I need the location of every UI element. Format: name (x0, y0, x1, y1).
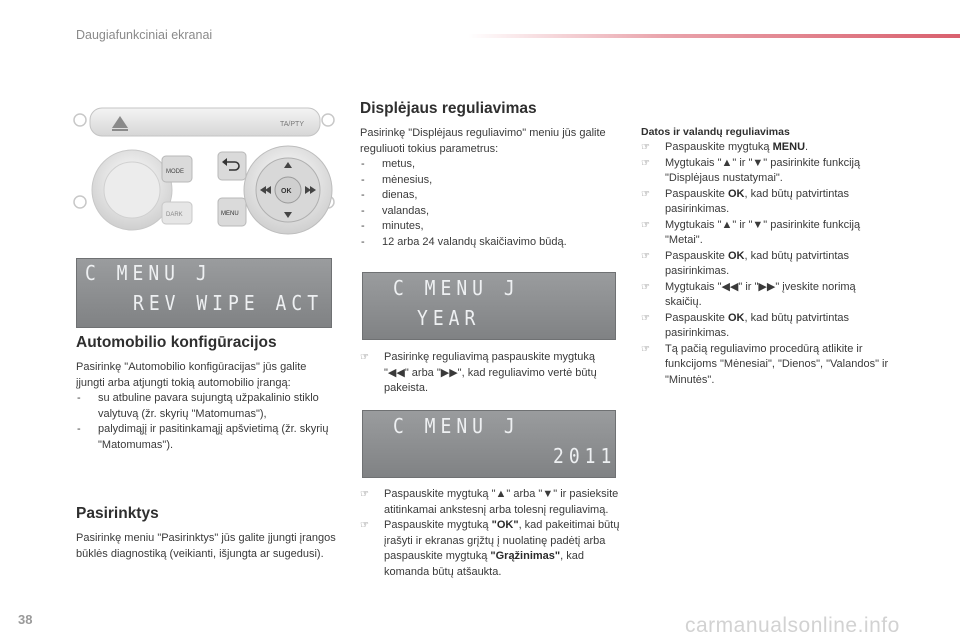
page-number: 38 (18, 612, 33, 627)
screen-line-1: C MENU J (393, 414, 520, 439)
header-accent-bar (468, 34, 960, 38)
step-item: ☞ Tą pačią reguliavimo procedūrą atlikite ir funkcijoms "Mėnesiai", "Dienos", "Valandos" ir "Minutės". (641, 342, 891, 389)
screen-line-1: C MENU J (85, 261, 212, 286)
step-item: ☞ Mygtukais "▲" ir "▼" pasirinkite funkciją "Displėjaus nustatymai". (641, 156, 891, 187)
control-panel-illustration (72, 104, 336, 246)
menu-button-label[interactable]: MENU (221, 211, 239, 217)
ta-pty-label: TA/PTY (280, 121, 304, 128)
display-settings-intro: Pasirinkę "Displėjaus reguliavimo" meniu jūs galite reguliuoti tokius parametrus: (360, 127, 606, 155)
display-screen-2011 (362, 410, 616, 478)
note-adjust-value: ☞ Pasirinkę reguliavimą paspauskite mygtuką "◀◀" arba "▶▶", kad reguliavimo vertė būtų pakeista. (360, 350, 622, 397)
step-item: ☞ Paspauskite OK, kad būtų patvirtintas pasirinkimas. (641, 187, 891, 218)
list-item: - su atbuline pavara sujungtą užpakalinio stiklo valytuvą (žr. skyrių "Matomumas"), (76, 391, 338, 422)
screen-line-1: C MENU J (393, 276, 520, 301)
step-item: ☞ Mygtukais "◀◀" ir "▶▶" įveskite norimą skaičių. (641, 280, 891, 311)
section-title-vehicle-config: Automobilio konfigūracijos (76, 334, 277, 351)
list-item: - palydimąjį ir pasitinkamąjį apšvietimą (žr. skyrių "Matomumas"). (76, 422, 338, 453)
ok-button-label[interactable]: OK (281, 188, 292, 195)
display-screen-rev-wipe (76, 258, 332, 328)
list-item: - 12 arba 24 valandų skaičiavimo būdą. (360, 235, 622, 251)
note-navigate: ☞ Paspauskite mygtuką "▲" arba "▼" ir pasieksite atitinkamai ankstesnį arba tolesnį reguliavimą. (360, 487, 622, 518)
options-text: Pasirinkę meniu "Pasirinktys" jūs galite įjungti įrangos būklės diagnostiką (veikianti, išjungta ar sugedusi). (76, 532, 336, 560)
list-item: - mėnesius, (360, 173, 622, 189)
screen-line-2: REV WIPE ACT (133, 291, 324, 316)
section-title-options: Pasirinktys (76, 505, 159, 522)
display-screen-year (362, 272, 616, 340)
list-item: - minutes, (360, 219, 622, 235)
step-item: ☞ Paspauskite OK, kad būtų patvirtintas pasirinkimas. (641, 311, 891, 342)
step-item: ☞ Mygtukais "▲" ir "▼" pasirinkite funkciją "Metai". (641, 218, 891, 249)
step-item: ☞ Paspauskite OK, kad būtų patvirtintas pasirinkimas. (641, 249, 891, 280)
step-item: ☞ Paspauskite mygtuką MENU. (641, 140, 891, 156)
list-item: - metus, (360, 157, 622, 173)
screen-line-2: YEAR (417, 306, 481, 331)
page-header-title: Daugiafunkciniai ekranai (76, 28, 213, 42)
screen-line-2: 2011 (553, 444, 617, 469)
section-title-date-time: Datos ir valandų reguliavimas (641, 126, 790, 138)
watermark: carmanualsonline.info (685, 614, 900, 637)
note-confirm: ☞ Paspauskite mygtuką "OK", kad pakeitimai būtų įrašyti ir ekranas grįžtų į nuolatinę padėtį arba paspauskite mygtuką "Grąžinimas", kad komanda būtų atšaukta. (360, 518, 622, 580)
list-item: - dienas, (360, 188, 622, 204)
mode-button-label[interactable]: MODE (166, 169, 184, 175)
dark-button-label[interactable]: DARK (166, 212, 183, 218)
vehicle-config-intro: Pasirinkę "Automobilio konfigūracijas" jūs galite įjungti arba atjungti tokią automobilio įrangą: (76, 361, 307, 389)
list-item: - valandas, (360, 204, 622, 220)
section-title-display-settings: Displėjaus reguliavimas (360, 100, 537, 117)
